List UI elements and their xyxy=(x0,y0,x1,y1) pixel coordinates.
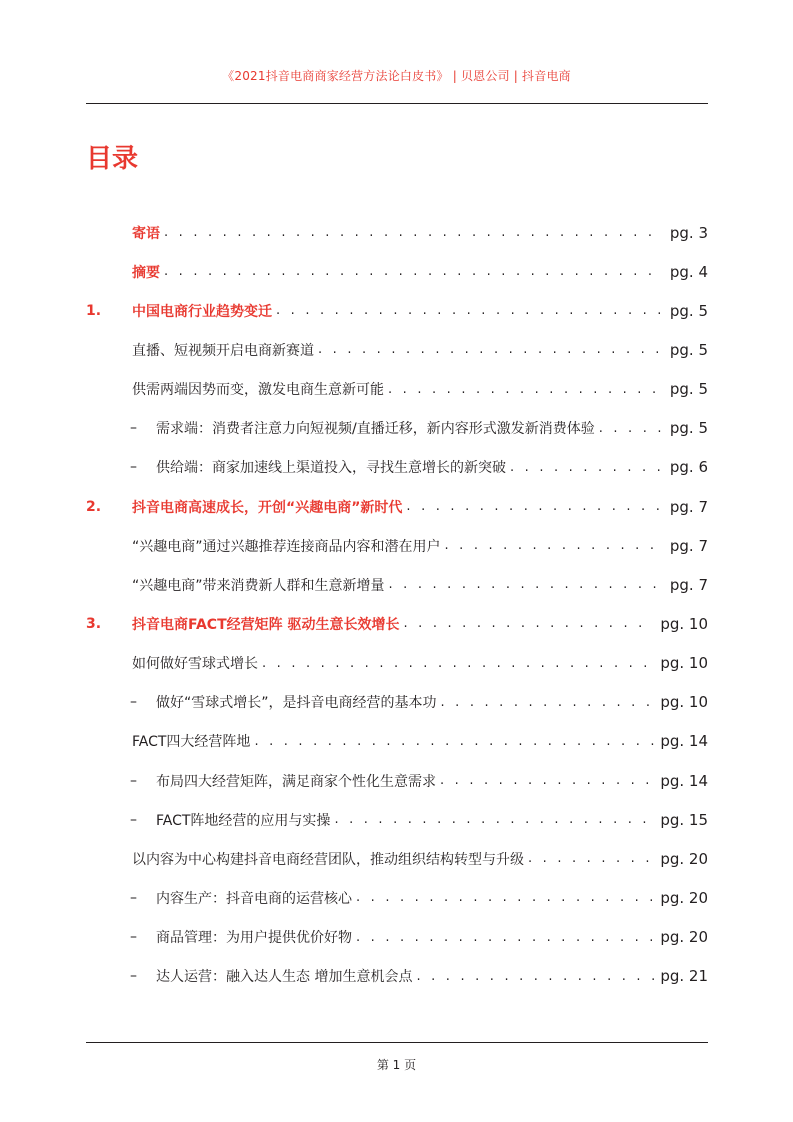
toc-entry[interactable] xyxy=(86,683,708,722)
dot-leader xyxy=(510,460,664,475)
toc-entry-title: 布局四大经营矩阵，满足商家个性化生意需求 xyxy=(156,773,436,790)
toc-entry-title: FACT四大经营阵地 xyxy=(132,734,251,751)
dash-bullet: – xyxy=(130,772,137,789)
page-number-footer: 第 1 页 xyxy=(376,1058,417,1072)
dash-bullet: – xyxy=(130,968,137,985)
toc-entry-page: pg. 3 xyxy=(669,223,708,242)
dot-leader xyxy=(404,616,655,631)
toc-entry-title: 达人运营：融入达人生态 增加生意机会点 xyxy=(156,969,413,986)
dot-leader xyxy=(406,499,663,514)
toc-entry[interactable] xyxy=(86,487,708,526)
dot-leader xyxy=(254,734,654,749)
toc-entry-title: “兴趣电商”通过兴趣推荐连接商品内容和潜在用户 xyxy=(132,538,441,555)
toc-entry-title: 寄语 xyxy=(132,225,160,242)
document-header: 《2021抖音电商商家经营方法论白皮书》 | 贝恩公司 | 抖音电商 xyxy=(222,69,571,83)
toc-entry-title: 做好“雪球式增长”，是抖音电商经营的基本功 xyxy=(156,695,437,712)
toc-entry-number: 3. xyxy=(86,615,102,632)
dash-bullet: – xyxy=(130,811,137,828)
toc-entry[interactable] xyxy=(86,800,708,839)
toc-entry-title: 中国电商行业趋势变迁 xyxy=(132,303,272,320)
dot-leader xyxy=(276,303,664,318)
dash-bullet: – xyxy=(130,694,137,711)
toc-entry-page: pg. 14 xyxy=(660,732,708,751)
toc-entry[interactable] xyxy=(86,604,708,643)
toc-entry[interactable] xyxy=(86,878,708,917)
toc-entry-title: 供给端：商家加速线上渠道投入，寻找生意增长的新突破 xyxy=(156,460,506,477)
toc-entry-number: 1. xyxy=(86,302,102,319)
toc-entry[interactable] xyxy=(86,839,708,878)
table-of-contents xyxy=(86,213,708,996)
toc-entry-title: 以内容为中心构建抖音电商经营团队，推动组织结构转型与升级 xyxy=(132,851,524,868)
toc-entry-page: pg. 15 xyxy=(660,810,708,829)
toc-entry[interactable] xyxy=(86,213,708,252)
dot-leader xyxy=(356,890,654,905)
toc-entry-page: pg. 7 xyxy=(669,575,708,594)
toc-entry-number: 2. xyxy=(86,498,102,515)
toc-entry-page: pg. 5 xyxy=(669,380,708,399)
toc-entry[interactable] xyxy=(86,370,708,409)
page-title: 目录 xyxy=(86,144,139,174)
dot-leader xyxy=(416,969,654,984)
toc-entry[interactable] xyxy=(86,918,708,957)
dot-leader xyxy=(334,812,654,827)
toc-entry-page: pg. 20 xyxy=(660,928,708,947)
toc-entry[interactable] xyxy=(86,644,708,683)
toc-entry-title: 商品管理：为用户提供优价好物 xyxy=(156,930,352,947)
dot-leader xyxy=(164,264,664,279)
toc-entry[interactable] xyxy=(86,252,708,291)
toc-entry-title: FACT阵地经营的应用与实操 xyxy=(156,812,331,829)
dot-leader xyxy=(445,538,664,553)
toc-entry-title: 如何做好雪球式增长 xyxy=(132,656,258,673)
dot-leader xyxy=(440,773,654,788)
toc-entry-title: 抖音电商FACT经营矩阵 驱动生意长效增长 xyxy=(132,616,400,633)
dot-leader xyxy=(318,342,664,357)
toc-entry[interactable] xyxy=(86,722,708,761)
toc-entry[interactable] xyxy=(86,291,708,330)
dot-leader xyxy=(262,656,654,671)
toc-entry-page: pg. 21 xyxy=(660,967,708,986)
dash-bullet: – xyxy=(130,929,137,946)
toc-entry-page: pg. 14 xyxy=(660,771,708,790)
toc-entry[interactable] xyxy=(86,526,708,565)
toc-entry[interactable] xyxy=(86,448,708,487)
toc-entry[interactable] xyxy=(86,761,708,800)
toc-entry-page: pg. 20 xyxy=(660,849,708,868)
toc-entry-page: pg. 20 xyxy=(660,888,708,907)
toc-entry[interactable] xyxy=(86,957,708,996)
toc-entry-page: pg. 6 xyxy=(669,458,708,477)
dot-leader xyxy=(388,382,664,397)
toc-entry-page: pg. 10 xyxy=(660,654,708,673)
footer-divider xyxy=(86,1042,708,1043)
toc-entry-title: 抖音电商高速成长，开创“兴趣电商”新时代 xyxy=(132,499,403,516)
dash-bullet: – xyxy=(130,889,137,906)
dot-leader xyxy=(599,421,664,436)
toc-entry-page: pg. 10 xyxy=(660,614,708,633)
dash-bullet: – xyxy=(130,420,137,437)
toc-entry[interactable] xyxy=(86,409,708,448)
header-divider xyxy=(86,103,708,104)
toc-entry-page: pg. 10 xyxy=(660,693,708,712)
dot-leader xyxy=(164,225,664,240)
toc-entry-page: pg. 4 xyxy=(669,262,708,281)
toc-entry-page: pg. 5 xyxy=(669,340,708,359)
toc-entry-title: 直播、短视频开启电商新赛道 xyxy=(132,342,314,359)
toc-entry[interactable] xyxy=(86,565,708,604)
toc-entry[interactable] xyxy=(86,330,708,369)
toc-entry-page: pg. 5 xyxy=(669,419,708,438)
toc-entry-page: pg. 7 xyxy=(669,497,708,516)
dash-bullet: – xyxy=(130,459,137,476)
dot-leader xyxy=(356,930,654,945)
toc-entry-page: pg. 5 xyxy=(669,301,708,320)
toc-entry-title: 供需两端因势而变，激发电商生意新可能 xyxy=(132,382,384,399)
toc-entry-title: “兴趣电商”带来消费新人群和生意新增量 xyxy=(132,577,385,594)
toc-entry-title: 摘要 xyxy=(132,264,160,281)
dot-leader xyxy=(389,577,664,592)
dot-leader xyxy=(528,851,654,866)
toc-entry-page: pg. 7 xyxy=(669,536,708,555)
toc-entry-title: 需求端：消费者注意力向短视频/直播迁移，新内容形式激发新消费体验 xyxy=(156,421,595,438)
toc-entry-title: 内容生产：抖音电商的运营核心 xyxy=(156,890,352,907)
dot-leader xyxy=(441,695,655,710)
